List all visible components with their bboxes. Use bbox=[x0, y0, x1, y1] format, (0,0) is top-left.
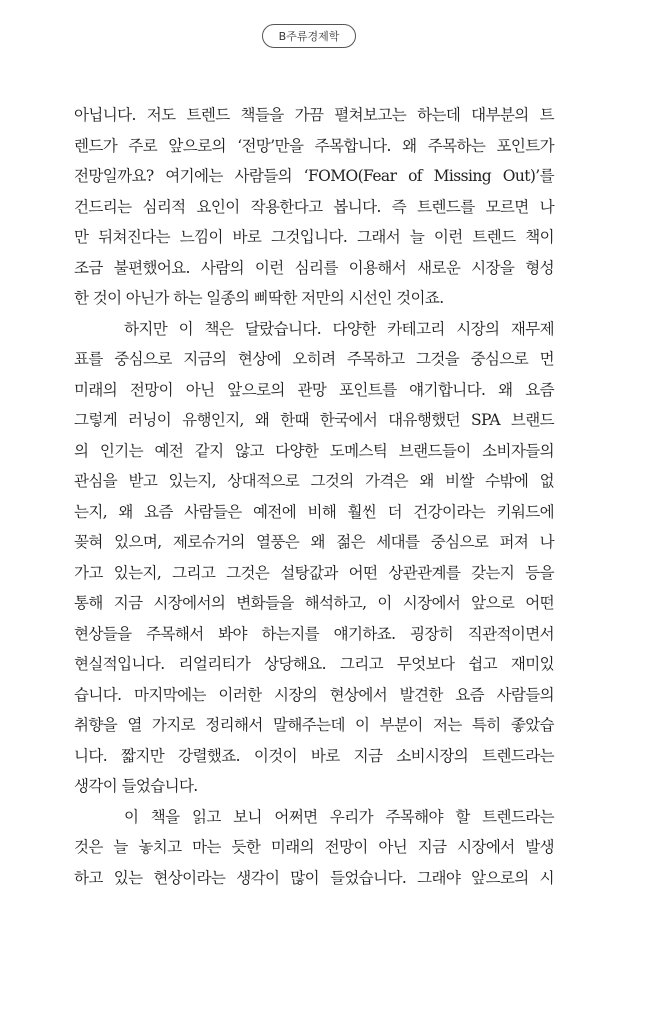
running-header: B주류경제학 bbox=[262, 24, 356, 48]
text-line: 습니다. 마지막에는 이러한 시장의 현상에서 발견한 요즘 사람들의 bbox=[74, 685, 554, 704]
text-line: 하고 있는 현상이라는 생각이 많이 들었습니다. 그래야 앞으로의 시 bbox=[74, 868, 554, 887]
text-line: 통해 지금 시장에서의 변화들을 해석하고, 이 시장에서 앞으로 어떤 bbox=[74, 594, 554, 612]
text-line: 생각이 들었습니다. bbox=[74, 777, 198, 795]
text-line: 건드리는 심리적 요인이 작용한다고 봅니다. 즉 트렌드를 모르면 나 bbox=[74, 197, 554, 216]
body-text bbox=[74, 100, 554, 893]
text-line: 현실적입니다. 리얼리티가 상당해요. 그리고 무엇보다 쉽고 재미있 bbox=[74, 655, 554, 673]
text-line: 만 뒤쳐진다는 느낌이 바로 그것입니다. 그래서 늘 이런 트렌드 책이 bbox=[74, 228, 554, 246]
text-line: 가고 있는지, 그리고 그것은 설탕값과 어떤 상관관계를 갖는지 등을 bbox=[74, 563, 554, 582]
text-line: 현상들을 주목해서 봐야 하는지를 얘기하죠. 굉장히 직관적이면서 bbox=[74, 624, 554, 643]
text-line: 조금 불편했어요. 사람의 이런 심리를 이용해서 새로운 시장을 형성 bbox=[74, 258, 554, 277]
text-line: 의 인기는 예전 같지 않고 다양한 도메스틱 브랜드들이 소비자들의 bbox=[74, 441, 554, 460]
text-line: 니다. 짧지만 강렬했죠. 이것이 바로 지금 소비시장의 트렌드라는 bbox=[74, 746, 554, 765]
text-line: 표를 중심으로 지금의 현상에 오히려 주목하고 그것을 중심으로 먼 bbox=[74, 350, 554, 368]
text-line: 이 책을 읽고 보니 어쩌면 우리가 주목해야 할 트렌드라는 bbox=[124, 807, 554, 826]
text-line: 취향을 열 가지로 정리해서 말해주는데 이 부분이 저는 특히 좋았습 bbox=[74, 716, 554, 734]
text-line: 하지만 이 책은 달랐습니다. 다양한 카테고리 시장의 재무제 bbox=[124, 319, 554, 338]
text-line: 것은 늘 놓치고 마는 듯한 미래의 전망이 아닌 지금 시장에서 발생 bbox=[74, 838, 554, 856]
text-line: 전망일까요? 여기에는 사람들의 ‘FOMO(Fear of Missing Out)’를 bbox=[74, 167, 554, 185]
text-line: 아닙니다. 저도 트렌드 책들을 가끔 펼쳐보고는 하는데 대부분의 트 bbox=[74, 106, 554, 124]
text-line: 관심을 받고 있는지, 상대적으로 그것의 가격은 왜 비쌀 수밖에 없 bbox=[74, 472, 554, 490]
text-line: 꽂혀 있으며, 제로슈거의 열풍은 왜 젊은 세대를 중심으로 퍼져 나 bbox=[74, 533, 554, 551]
text-line: 한 것이 아닌가 하는 일종의 삐딱한 저만의 시선인 것이죠. bbox=[74, 289, 444, 307]
text-line: 그렇게 러닝이 유행인지, 왜 한때 한국에서 대유행했던 SPA 브랜드 bbox=[74, 411, 554, 429]
text-line: 렌드가 주로 앞으로의 ‘전망’만을 주목합니다. 왜 주목하는 포인트가 bbox=[74, 136, 554, 155]
text-line: 는지, 왜 요즘 사람들은 예전에 비해 훨씬 더 건강이라는 키워드에 bbox=[74, 502, 554, 521]
text-line: 미래의 전망이 아닌 앞으로의 관망 포인트를 얘기합니다. 왜 요즘 bbox=[74, 380, 554, 399]
